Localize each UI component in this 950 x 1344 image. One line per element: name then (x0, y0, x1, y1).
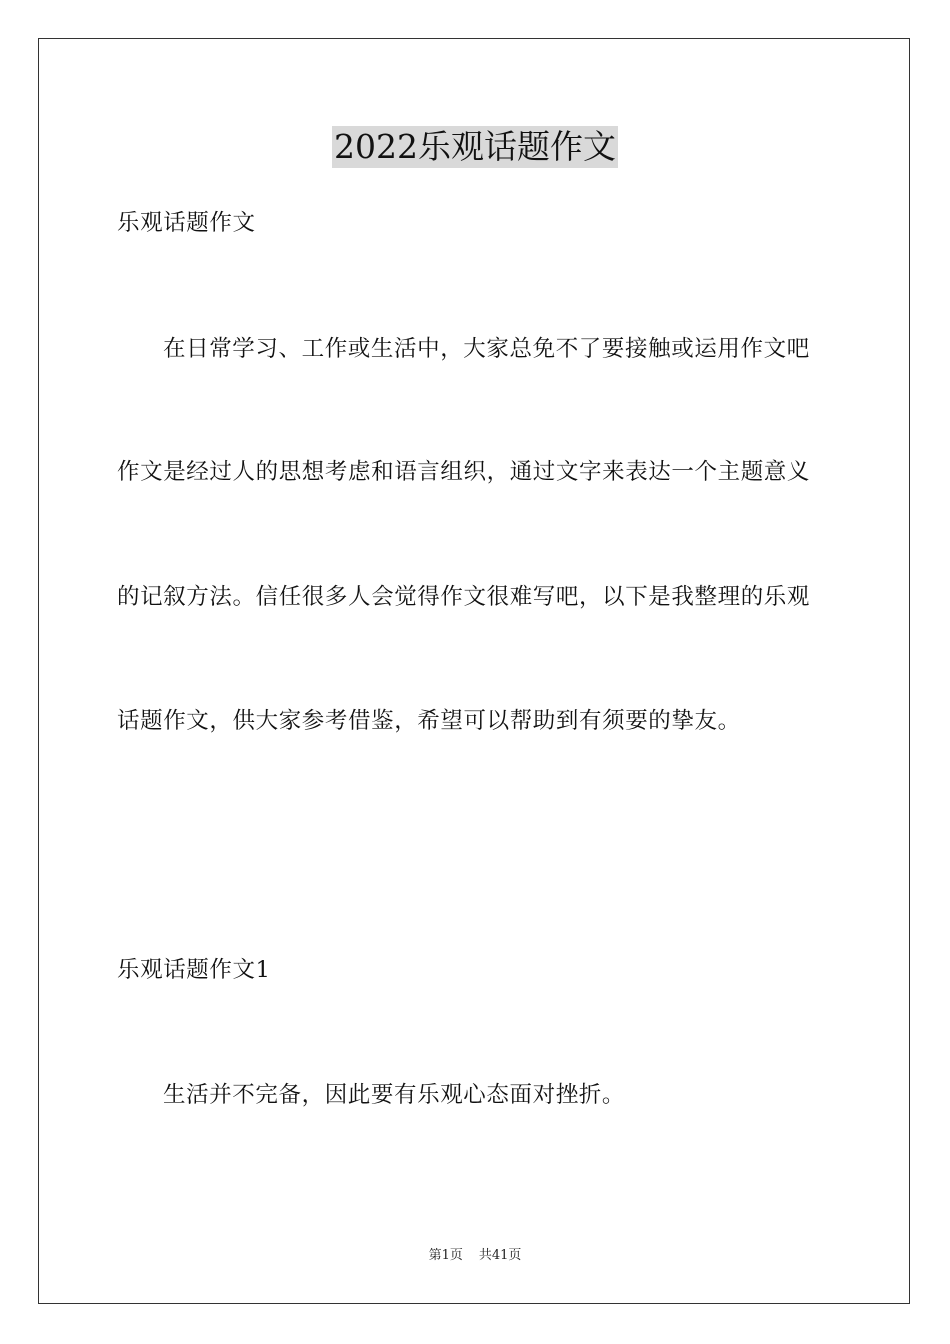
page-footer (0, 1247, 950, 1265)
intro-line-4: 话题作文，供大家参考借鉴，希望可以帮助到有须要的挚友。 (117, 708, 741, 734)
section-first-line: 生活并不完备，因此要有乐观心态面对挫折。 (163, 1082, 626, 1108)
page-number-current: 第1页 (428, 1248, 463, 1263)
section-heading: 乐观话题作文1 (117, 957, 271, 983)
page-number-total: 共41页 (478, 1248, 522, 1263)
document-subtitle: 乐观话题作文 (117, 210, 256, 236)
document-title: 2022乐观话题作文 (334, 127, 616, 166)
title-container (0, 126, 950, 168)
intro-line-1: 在日常学习、工作或生活中，大家总免不了要接触或运用作文吧 (163, 336, 810, 362)
intro-line-2: 作文是经过人的思想考虑和语言组织，通过文字来表达一个主题意义 (117, 459, 811, 485)
intro-line-3: 的记叙方法。信任很多人会觉得作文很难写吧，以下是我整理的乐观 (117, 584, 811, 610)
